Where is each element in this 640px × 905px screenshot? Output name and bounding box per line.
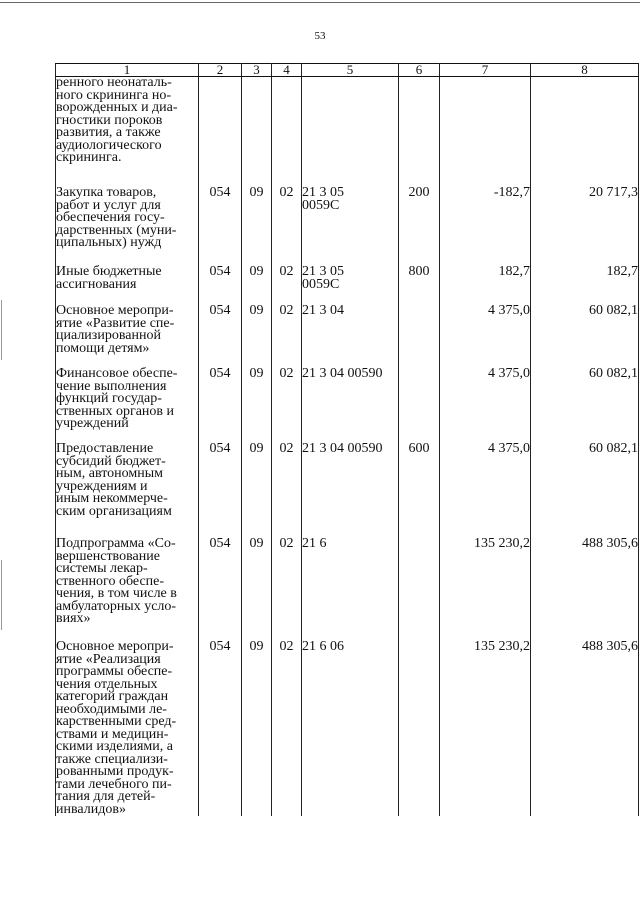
expense-type-cell	[399, 538, 440, 641]
table-row	[56, 266, 639, 305]
column-header: 5	[302, 64, 399, 77]
expense-type-cell: 200	[399, 187, 440, 266]
section-cell: 09	[242, 187, 272, 266]
expense-type-cell: 800	[399, 266, 440, 305]
amount-total-cell	[531, 77, 639, 188]
section-cell: 09	[242, 305, 272, 368]
section-cell	[242, 77, 272, 188]
column-header: 4	[272, 64, 302, 77]
subsection-cell: 02	[272, 443, 302, 538]
subsection-cell	[272, 77, 302, 188]
left-margin-mark	[1, 300, 2, 360]
section-cell: 09	[242, 266, 272, 305]
target-article-cell: 21 3 04 00590	[302, 443, 399, 538]
expense-type-cell	[399, 641, 440, 816]
section-cell: 09	[242, 368, 272, 443]
target-article-cell: 21 3 05 0059С	[302, 187, 399, 266]
table-row	[56, 443, 639, 538]
amount-change-cell: 135 230,2	[440, 538, 531, 641]
row-name-cell: Финансовое обеспе- чение выполнения функций государ- ственных органов и учреждений	[56, 368, 199, 443]
amount-total-cell: 182,7	[531, 266, 639, 305]
code-ministry-cell	[199, 77, 242, 188]
amount-total-cell: 488 305,6	[531, 641, 639, 816]
amount-total-cell: 20 717,3	[531, 187, 639, 266]
subsection-cell: 02	[272, 305, 302, 368]
amount-change-cell: -182,7	[440, 187, 531, 266]
subsection-cell: 02	[272, 538, 302, 641]
code-ministry-cell: 054	[199, 187, 242, 266]
expense-type-cell	[399, 368, 440, 443]
amount-total-cell: 60 082,1	[531, 305, 639, 368]
subsection-cell: 02	[272, 368, 302, 443]
table-row	[56, 368, 639, 443]
amount-change-cell: 4 375,0	[440, 368, 531, 443]
expense-type-cell: 600	[399, 443, 440, 538]
row-name-cell: Предоставление субсидий бюджет- ным, автономным учреждениям и иным некоммерче- ским организациям	[56, 443, 199, 538]
target-article-cell: 21 6	[302, 538, 399, 641]
row-name-cell: ренного неонаталь- ного скрининга но- ворожденных и диа- гностики пороков развития, а также аудиологического скрининга.	[56, 77, 199, 188]
row-name-cell: Основное меропри- ятие «Реализация программы обеспе- чения отдельных категорий граждан необходимыми ле- карственными сред- ствами и медицин- скими изделиями, а также специализи- рованными продук- тами лечебного пи- тания для детей- инвалидов»	[56, 641, 199, 816]
section-cell: 09	[242, 538, 272, 641]
amount-total-cell: 60 082,1	[531, 368, 639, 443]
row-name-cell: Основное меропри- ятие «Развитие спе- циализированной помощи детям»	[56, 305, 199, 368]
code-ministry-cell: 054	[199, 305, 242, 368]
section-cell: 09	[242, 443, 272, 538]
top-rule	[0, 2, 640, 3]
table-row	[56, 187, 639, 266]
column-header: 8	[531, 64, 639, 77]
target-article-cell: 21 3 05 0059С	[302, 266, 399, 305]
code-ministry-cell: 054	[199, 538, 242, 641]
column-header: 7	[440, 64, 531, 77]
column-header: 1	[56, 64, 199, 77]
amount-total-cell: 488 305,6	[531, 538, 639, 641]
row-name-cell: Закупка товаров, работ и услуг для обеспечения госу- дарственных (муни- ципальных) нужд	[56, 187, 199, 266]
column-header: 2	[199, 64, 242, 77]
table-row	[56, 77, 639, 188]
table-row	[56, 305, 639, 368]
code-ministry-cell: 054	[199, 443, 242, 538]
subsection-cell: 02	[272, 641, 302, 816]
code-ministry-cell: 054	[199, 368, 242, 443]
page-number: 53	[314, 30, 326, 42]
row-name-cell: Подпрограмма «Со- вершенствование системы лекар- ственного обеспе- чения, в том числе в амбулаторных усло- виях»	[56, 538, 199, 641]
expense-type-cell	[399, 305, 440, 368]
amount-change-cell: 4 375,0	[440, 305, 531, 368]
amount-change-cell: 135 230,2	[440, 641, 531, 816]
section-cell: 09	[242, 641, 272, 816]
row-name-cell: Иные бюджетные ассигнования	[56, 266, 199, 305]
column-header: 6	[399, 64, 440, 77]
subsection-cell: 02	[272, 187, 302, 266]
target-article-cell: 21 3 04 00590	[302, 368, 399, 443]
budget-table	[55, 63, 639, 816]
code-ministry-cell: 054	[199, 266, 242, 305]
amount-change-cell: 182,7	[440, 266, 531, 305]
column-header: 3	[242, 64, 272, 77]
code-ministry-cell: 054	[199, 641, 242, 816]
target-article-cell	[302, 77, 399, 188]
amount-change-cell: 4 375,0	[440, 443, 531, 538]
target-article-cell: 21 3 04	[302, 305, 399, 368]
amount-change-cell	[440, 77, 531, 188]
expense-type-cell	[399, 77, 440, 188]
table-row	[56, 538, 639, 641]
target-article-cell: 21 6 06	[302, 641, 399, 816]
amount-total-cell: 60 082,1	[531, 443, 639, 538]
table-row	[56, 641, 639, 816]
subsection-cell: 02	[272, 266, 302, 305]
left-margin-mark	[1, 560, 2, 630]
